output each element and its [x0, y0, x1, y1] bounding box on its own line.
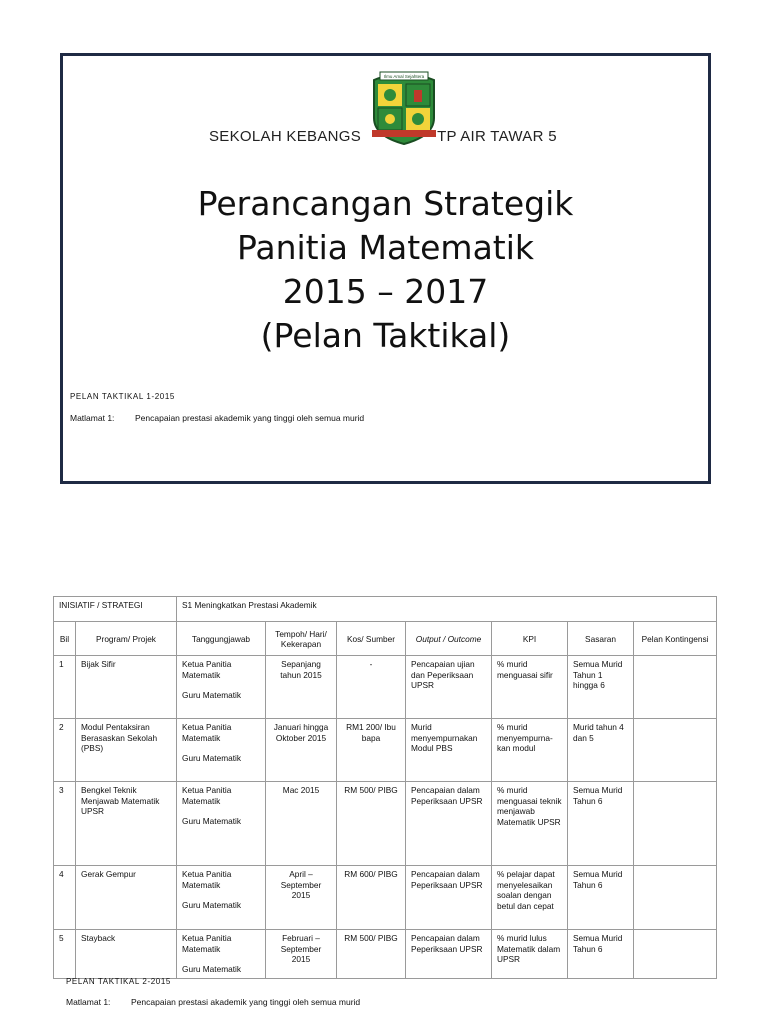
- row-output: [406, 782, 492, 866]
- row-contingency: [634, 930, 717, 979]
- header-target: Sasaran: [568, 622, 634, 656]
- row-bil: [54, 930, 76, 979]
- school-name-right: TP AIR TAWAR 5: [437, 128, 557, 145]
- row-duration: [266, 782, 337, 866]
- row-duration-text: Januari hingga Oktober 2015: [273, 722, 329, 743]
- title-line-1: Perancangan Strategik: [197, 184, 574, 223]
- goal-text: Pencapaian prestasi akademik yang tinggi oleh semua murid: [135, 413, 365, 423]
- row-cost: [337, 719, 406, 782]
- header-duration: Tempoh/ Hari/ Kekerapan: [266, 622, 337, 656]
- row-duration-text: April – September 2015: [280, 869, 322, 900]
- school-logo-icon: [368, 70, 440, 146]
- table-row: [54, 866, 717, 930]
- table-row: [54, 656, 717, 719]
- header-bil: Bil: [54, 622, 76, 656]
- row-program-text: Bijak Sifir: [81, 659, 116, 669]
- header-cost: Kos/ Sumber: [337, 622, 406, 656]
- row-output-text: Murid menyempurnakan Modul PBS: [411, 722, 478, 753]
- row-output: [406, 656, 492, 719]
- row-cost: [337, 656, 406, 719]
- row-output: [406, 930, 492, 979]
- cover-box: [60, 53, 711, 484]
- row-cost-text: RM 500/ PIBG: [344, 933, 398, 943]
- row-target: [568, 930, 634, 979]
- row-bil: [54, 782, 76, 866]
- row-output-text: Pencapaian dalam Peperiksaan UPSR: [411, 785, 483, 806]
- row-cost-text: RM1 200/ Ibu bapa: [346, 722, 396, 743]
- row-cost: [337, 930, 406, 979]
- row-target-text: Semua Murid Tahun 6: [573, 869, 623, 890]
- responsibility-lead: Ketua Panitia Matematik: [182, 869, 232, 890]
- header-contingency: Pelan Kontingensi: [634, 622, 717, 656]
- logo-motto: Ilmu Amal Sejahtera: [383, 74, 425, 79]
- goal-label: Matlamat 1:: [70, 413, 115, 423]
- responsibility-teacher: Guru Matematik: [182, 753, 242, 763]
- row-duration-text: Sepanjang tahun 2015: [280, 659, 322, 680]
- row-program: [76, 656, 177, 719]
- title-line-4: (Pelan Taktikal): [260, 316, 511, 355]
- row-program: [76, 866, 177, 930]
- row-target: [568, 866, 634, 930]
- row-program-text: Bengkel Teknik Menjawab Matematik UPSR: [81, 785, 160, 816]
- plan-label: PELAN TAKTIKAL 1-2015: [70, 392, 175, 401]
- row-program-text: Gerak Gempur: [81, 869, 136, 879]
- row-kpi-text: % murid menyempurna-kan modul: [497, 722, 553, 753]
- row-cost-text: -: [369, 659, 373, 669]
- table-row: [54, 930, 717, 979]
- row-target: [568, 782, 634, 866]
- plan-label-2: PELAN TAKTIKAL 2-2015: [66, 977, 171, 986]
- header-program: Program/ Projek: [76, 622, 177, 656]
- header-responsibility: Tanggungjawab: [177, 622, 266, 656]
- row-bil: [54, 866, 76, 930]
- goal-line: [70, 413, 364, 423]
- responsibility-lead: Ketua Panitia Matematik: [182, 933, 232, 954]
- row-output-text: Pencapaian dalam Peperiksaan UPSR: [411, 933, 483, 954]
- row-output-text: Pencapaian ujian dan Peperiksaan UPSR: [411, 659, 475, 690]
- row-contingency: [634, 656, 717, 719]
- row-contingency: [634, 719, 717, 782]
- row-bil-text: 1: [59, 659, 64, 669]
- row-cost: [337, 782, 406, 866]
- row-kpi: [492, 656, 568, 719]
- row-duration: [266, 656, 337, 719]
- document-title: [63, 182, 708, 358]
- row-responsibility: [177, 782, 266, 866]
- row-kpi-text: % murid lulus Matematik dalam UPSR: [497, 933, 561, 964]
- header-output: Output / Outcome: [406, 622, 492, 656]
- row-cost-text: RM 500/ PIBG: [344, 785, 398, 795]
- row-target-text: Semua Murid Tahun 1 hingga 6: [573, 659, 623, 690]
- header-kpi: KPI: [492, 622, 568, 656]
- row-kpi: [492, 866, 568, 930]
- goal-label-2: Matlamat 1:: [66, 997, 111, 1007]
- responsibility-lead: Ketua Panitia Matematik: [182, 659, 232, 680]
- row-output-text: Pencapaian dalam Peperiksaan UPSR: [411, 869, 483, 890]
- row-target-text: Semua Murid Tahun 6: [573, 933, 623, 954]
- school-name-left: SEKOLAH KEBANGS: [209, 128, 362, 145]
- row-bil-text: 5: [59, 933, 64, 943]
- row-bil-text: 3: [59, 785, 64, 795]
- row-target: [568, 656, 634, 719]
- row-bil: [54, 656, 76, 719]
- title-line-2: Panitia Matematik: [236, 228, 535, 267]
- table-row: [54, 782, 717, 866]
- row-responsibility: [177, 656, 266, 719]
- row-kpi: [492, 719, 568, 782]
- row-bil-text: 2: [59, 722, 64, 732]
- row-kpi-text: % murid menguasai teknik menjawab Matematik UPSR: [497, 785, 562, 827]
- row-output: [406, 719, 492, 782]
- row-duration-text: Februari – September 2015: [280, 933, 322, 964]
- row-bil-text: 4: [59, 869, 64, 879]
- row-responsibility: [177, 866, 266, 930]
- responsibility-lead: Ketua Panitia Matematik: [182, 722, 232, 743]
- row-duration-text: Mac 2015: [282, 785, 320, 795]
- row-duration: [266, 719, 337, 782]
- row-duration: [266, 866, 337, 930]
- row-bil: [54, 719, 76, 782]
- initiative-label: INISIATIF / STRATEGI: [54, 597, 177, 622]
- goal-text-2: Pencapaian prestasi akademik yang tinggi oleh semua murid: [131, 997, 361, 1007]
- responsibility-teacher: Guru Matematik: [182, 900, 242, 910]
- responsibility-lead: Ketua Panitia Matematik: [182, 785, 232, 806]
- row-target: [568, 719, 634, 782]
- row-cost: [337, 866, 406, 930]
- row-program: [76, 930, 177, 979]
- row-target-text: Semua Murid Tahun 6: [573, 785, 623, 806]
- header-row: [54, 622, 717, 656]
- row-kpi: [492, 930, 568, 979]
- row-program: [76, 782, 177, 866]
- goal-line-2: [66, 997, 360, 1007]
- table-row: [54, 719, 717, 782]
- row-target-text: Murid tahun 4 dan 5: [573, 722, 624, 743]
- initiative-value: S1 Meningkatkan Prestasi Akademik: [177, 597, 717, 622]
- responsibility-teacher: Guru Matematik: [182, 690, 242, 700]
- row-kpi-text: % pelajar dapat menyelesaikan soalan dengan betul dan cepat: [497, 869, 555, 911]
- title-line-3: 2015 – 2017: [282, 272, 489, 311]
- row-contingency: [634, 782, 717, 866]
- row-cost-text: RM 600/ PIBG: [344, 869, 398, 879]
- row-program-text: Stayback: [81, 933, 116, 943]
- initiative-row: [54, 597, 717, 622]
- row-responsibility: [177, 930, 266, 979]
- row-kpi: [492, 782, 568, 866]
- row-output: [406, 866, 492, 930]
- row-program: [76, 719, 177, 782]
- responsibility-teacher: Guru Matematik: [182, 964, 242, 974]
- row-kpi-text: % murid menguasai sifir: [497, 659, 553, 680]
- tactical-plan-table: [53, 596, 717, 979]
- row-responsibility: [177, 719, 266, 782]
- row-duration: [266, 930, 337, 979]
- row-contingency: [634, 866, 717, 930]
- responsibility-teacher: Guru Matematik: [182, 816, 242, 826]
- row-program-text: Modul Pentaksiran Berasaskan Sekolah (PBS): [81, 722, 158, 753]
